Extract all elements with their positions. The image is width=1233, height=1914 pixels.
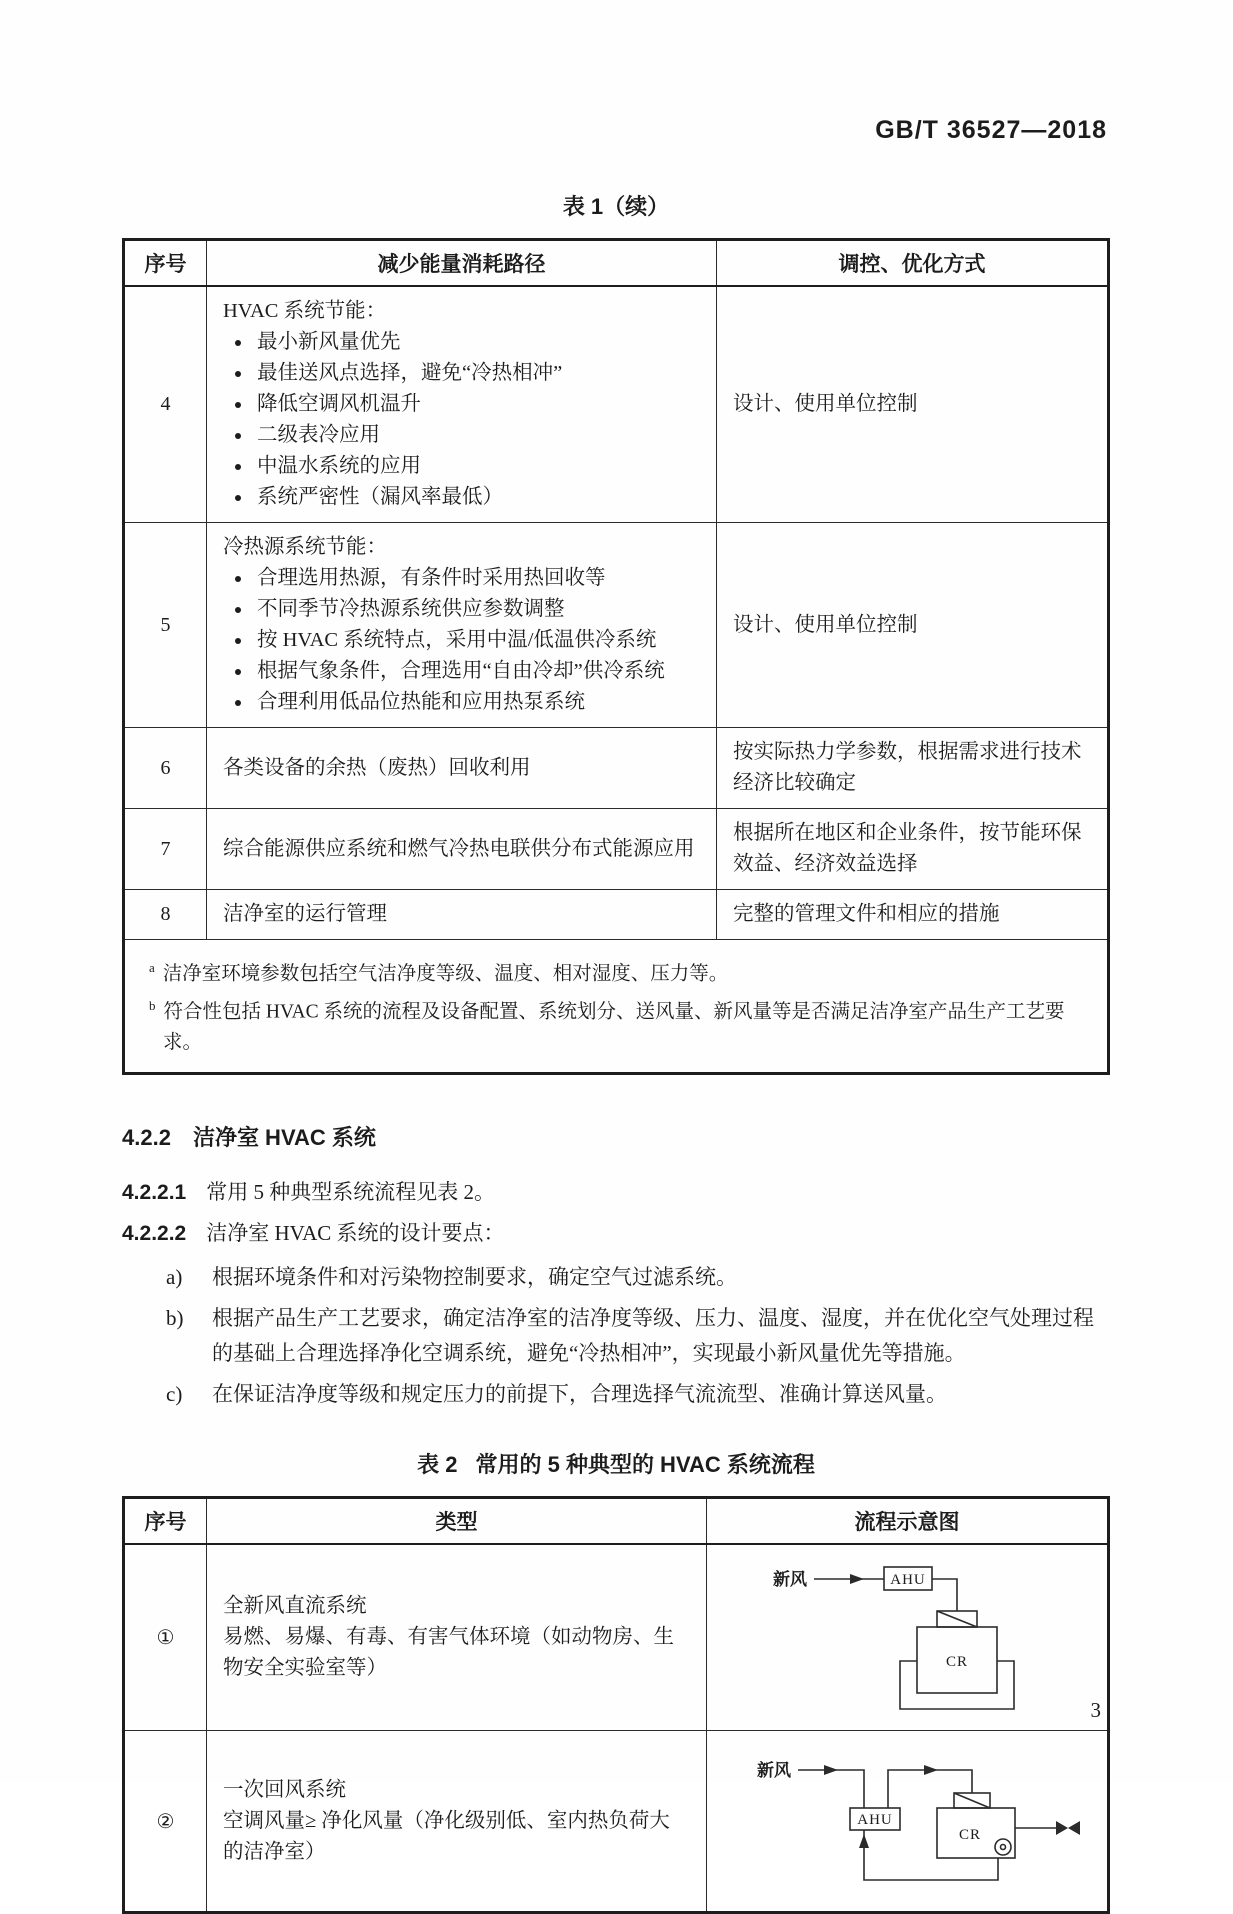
item-marker: a) — [166, 1265, 183, 1289]
row-no: 5 — [124, 523, 207, 728]
table1-col-method: 调控、优化方式 — [717, 240, 1109, 287]
fan-hub-icon — [1001, 1844, 1006, 1849]
type-title: 全新风直流系统 — [223, 1595, 367, 1617]
row-no: 7 — [124, 809, 207, 890]
clause-number: 4.2.2.1 — [122, 1181, 187, 1204]
cleanroom-label: CR — [945, 1654, 969, 1670]
table1-col-path: 减少能量消耗路径 — [207, 240, 717, 287]
path-title: HVAC 系统节能： — [223, 300, 387, 322]
row-path — [207, 523, 717, 728]
table-row — [124, 728, 1109, 809]
design-point-list — [122, 1260, 1110, 1412]
row-path: 洁净室的运行管理 — [207, 890, 717, 940]
page-content — [122, 0, 1110, 1914]
fresh-air-label: 新风 — [773, 1570, 807, 1589]
clause-4222 — [122, 1217, 1110, 1250]
footnote-text: 符合性包括 HVAC 系统的流程及设备配置、系统划分、送风量、新风量等是否满足洁净室产品生产工艺要求。 — [163, 1001, 1065, 1053]
footnote-cell — [124, 940, 1109, 1074]
row-no: ② — [124, 1731, 207, 1913]
section-title: 洁净室 HVAC 系统 — [192, 1125, 376, 1150]
type-desc: 空调风量≥ 净化风量（净化级别低、室内热负荷大的洁净室） — [223, 1809, 670, 1863]
type-desc: 易燃、易爆、有毒、有害气体环境（如动物房、生物安全实验室等） — [223, 1626, 674, 1679]
bullet-item: • 系统严密性（漏风率最低） — [253, 482, 700, 513]
flow-diagram-cell — [707, 1731, 1109, 1913]
footnote-marker: b — [149, 997, 156, 1013]
path-title: 冷热源系统节能： — [223, 536, 387, 558]
table2-col-diagram: 流程示意图 — [707, 1498, 1109, 1545]
row-type — [207, 1544, 707, 1731]
table-row — [124, 1731, 1109, 1913]
table1-header-row — [124, 240, 1109, 287]
table1-title: 表 1（续） — [562, 194, 670, 219]
bullet-item: • 合理选用热源，有条件时采用热回收等 — [253, 563, 700, 594]
footnote-b — [141, 990, 1091, 1059]
table-row — [124, 890, 1109, 940]
page-number: 3 — [1090, 1698, 1101, 1722]
item-text: 在保证洁净度等级和规定压力的前提下，合理选择气流流型、准确计算送风量。 — [212, 1382, 947, 1406]
item-marker: b) — [166, 1306, 184, 1330]
bullet-item: • 二级表冷应用 — [253, 420, 700, 451]
standard-number: GB/T 36527—2018 — [875, 116, 1107, 144]
table-row — [124, 286, 1109, 523]
item-marker: c) — [166, 1382, 183, 1406]
table1-col-no: 序号 — [124, 240, 207, 287]
damper-icon — [1068, 1821, 1080, 1835]
bullet-item: • 最小新风量优先 — [253, 327, 700, 358]
table2-title — [122, 1448, 1110, 1479]
row-type — [207, 1731, 707, 1913]
flow-arrow-icon — [850, 1574, 864, 1584]
bullet-list — [223, 327, 700, 513]
footnote-text: 洁净室环境参数包括空气洁净度等级、温度、相对湿度、压力等。 — [162, 963, 729, 985]
table-row — [124, 809, 1109, 890]
row-method: 设计、使用单位控制 — [717, 286, 1109, 523]
table2-header-row — [124, 1498, 1109, 1545]
bullet-item: • 按 HVAC 系统特点，采用中温/低温供冷系统 — [253, 625, 700, 656]
clause-4221 — [122, 1176, 1110, 1209]
section-heading — [122, 1121, 1110, 1152]
table-row — [124, 1544, 1109, 1731]
row-path — [207, 286, 717, 523]
table2-title-text: 常用的 5 种典型的 HVAC 系统流程 — [475, 1452, 815, 1477]
type-title: 一次回风系统 — [223, 1778, 346, 1801]
bullet-item: • 合理利用低品位热能和应用热泵系统 — [253, 687, 700, 718]
row-path: 综合能源供应系统和燃气冷热电联供分布式能源应用 — [207, 809, 717, 890]
table2-col-type: 类型 — [207, 1498, 707, 1545]
table2 — [122, 1496, 1110, 1914]
section-number: 4.2.2 — [122, 1125, 171, 1150]
row-method: 根据所在地区和企业条件，按节能环保效益、经济效益选择 — [717, 809, 1109, 890]
list-item — [166, 1377, 1110, 1412]
cleanroom-label: CR — [958, 1826, 982, 1843]
clause-number: 4.2.2.2 — [122, 1222, 187, 1245]
fresh-air-label: 新风 — [757, 1760, 791, 1780]
table-row — [124, 523, 1109, 728]
footnote-row — [124, 940, 1109, 1074]
bullet-item: • 根据气象条件，合理选用“自由冷却”供冷系统 — [253, 656, 700, 687]
row-method: 设计、使用单位控制 — [717, 523, 1109, 728]
flow-arrow-icon — [824, 1765, 838, 1775]
list-item — [166, 1260, 1110, 1295]
flow-arrow-icon — [924, 1765, 938, 1775]
clause-text: 常用 5 种典型系统流程见表 2。 — [206, 1180, 495, 1204]
damper-icon — [1056, 1821, 1068, 1835]
row-no: 6 — [124, 728, 207, 809]
footnote-marker: a — [149, 960, 155, 975]
row-method: 完整的管理文件和相应的措施 — [717, 890, 1109, 940]
row-path: 各类设备的余热（废热）回收利用 — [207, 728, 717, 809]
bullet-item: • 中温水系统的应用 — [253, 451, 700, 482]
ahu-label: AHU — [890, 1572, 926, 1588]
footnote-a — [141, 952, 1091, 990]
item-text: 根据环境条件和对污染物控制要求，确定空气过滤系统。 — [212, 1265, 737, 1289]
bullet-list — [223, 563, 700, 718]
row-no: 8 — [124, 890, 207, 940]
bullet-item: • 不同季节冷热源系统供应参数调整 — [253, 594, 700, 625]
fan-icon — [995, 1839, 1011, 1855]
table1 — [122, 238, 1110, 1075]
list-item — [166, 1301, 1110, 1371]
item-text: 根据产品生产工艺要求，确定洁净室的洁净度等级、压力、温度、湿度，并在优化空气处理过程的基础上合理选择净化空调系统，避免“冷热相冲”，实现最小新风量优先等措施。 — [212, 1306, 1094, 1365]
table2-col-no: 序号 — [124, 1498, 207, 1545]
flow-diagram-once-through — [712, 1551, 1102, 1719]
ahu-label: AHU — [857, 1811, 893, 1828]
row-method: 按实际热力学参数，根据需求进行技术经济比较确定 — [717, 728, 1109, 809]
table2-title-prefix: 表 2 — [417, 1452, 458, 1477]
bullet-item: • 降低空调风机温升 — [253, 389, 700, 420]
clause-text: 洁净室 HVAC 系统的设计要点： — [206, 1221, 505, 1245]
row-no: ① — [124, 1544, 207, 1731]
bullet-item: • 最佳送风点选择，避免“冷热相冲” — [253, 358, 700, 389]
row-no: 4 — [124, 286, 207, 523]
flow-diagram-cell — [707, 1544, 1109, 1731]
return-arrow-icon — [859, 1834, 869, 1848]
flow-diagram-primary-return — [712, 1740, 1102, 1898]
